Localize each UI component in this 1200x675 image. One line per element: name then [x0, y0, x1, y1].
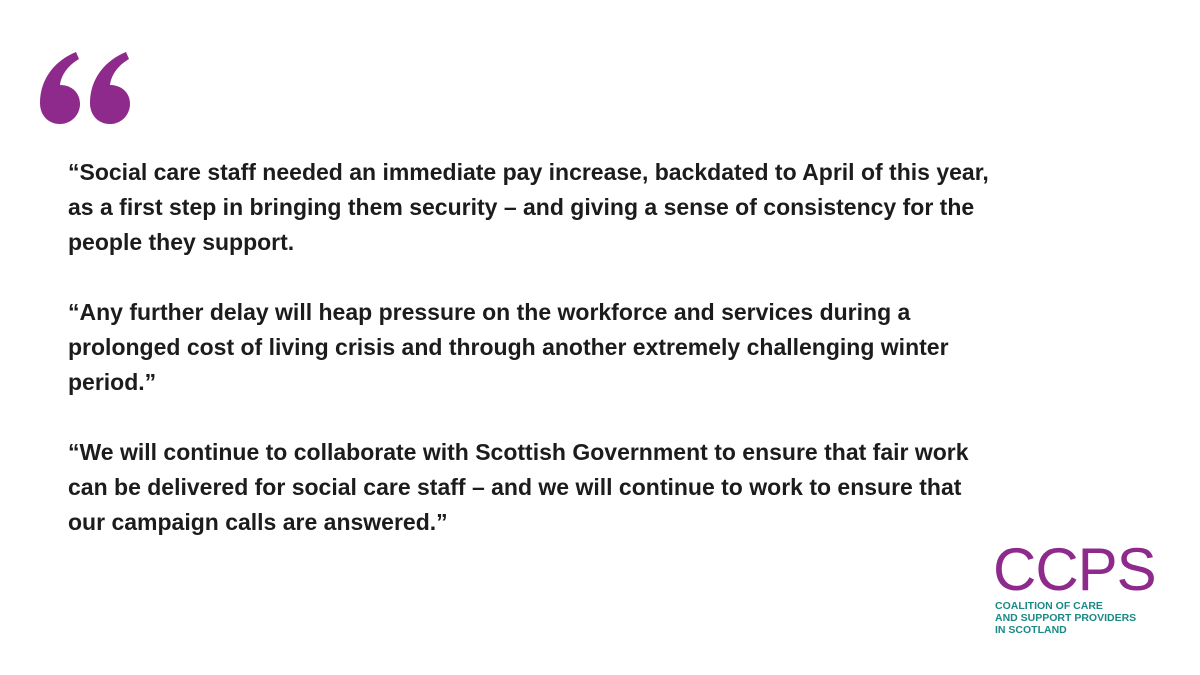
- quote-text: [68, 155, 1128, 540]
- quote-paragraph-1: “Social care staff needed an immediate pay increase, backdated to April of this year, as a first step in bringing them security – and giving a sense of consistency for the people they support.: [68, 159, 989, 255]
- quote-paragraph-2: “Any further delay will heap pressure on the workforce and services during a prolonged cost of living crisis and through another extremely challenging winter period.”: [68, 299, 949, 395]
- open-quote-icon: [40, 52, 130, 124]
- logo-tagline: COALITION OF CARE AND SUPPORT PROVIDERS IN SCOTLAND: [995, 600, 1137, 636]
- ccps-logo: [993, 536, 1163, 640]
- quote-paragraph-3: “We will continue to collaborate with Scottish Government to ensure that fair work can be delivered for social care staff – and we will continue to work to ensure that our campaign calls are answered.”: [68, 439, 969, 535]
- logo-wordmark: CCPS: [993, 536, 1156, 603]
